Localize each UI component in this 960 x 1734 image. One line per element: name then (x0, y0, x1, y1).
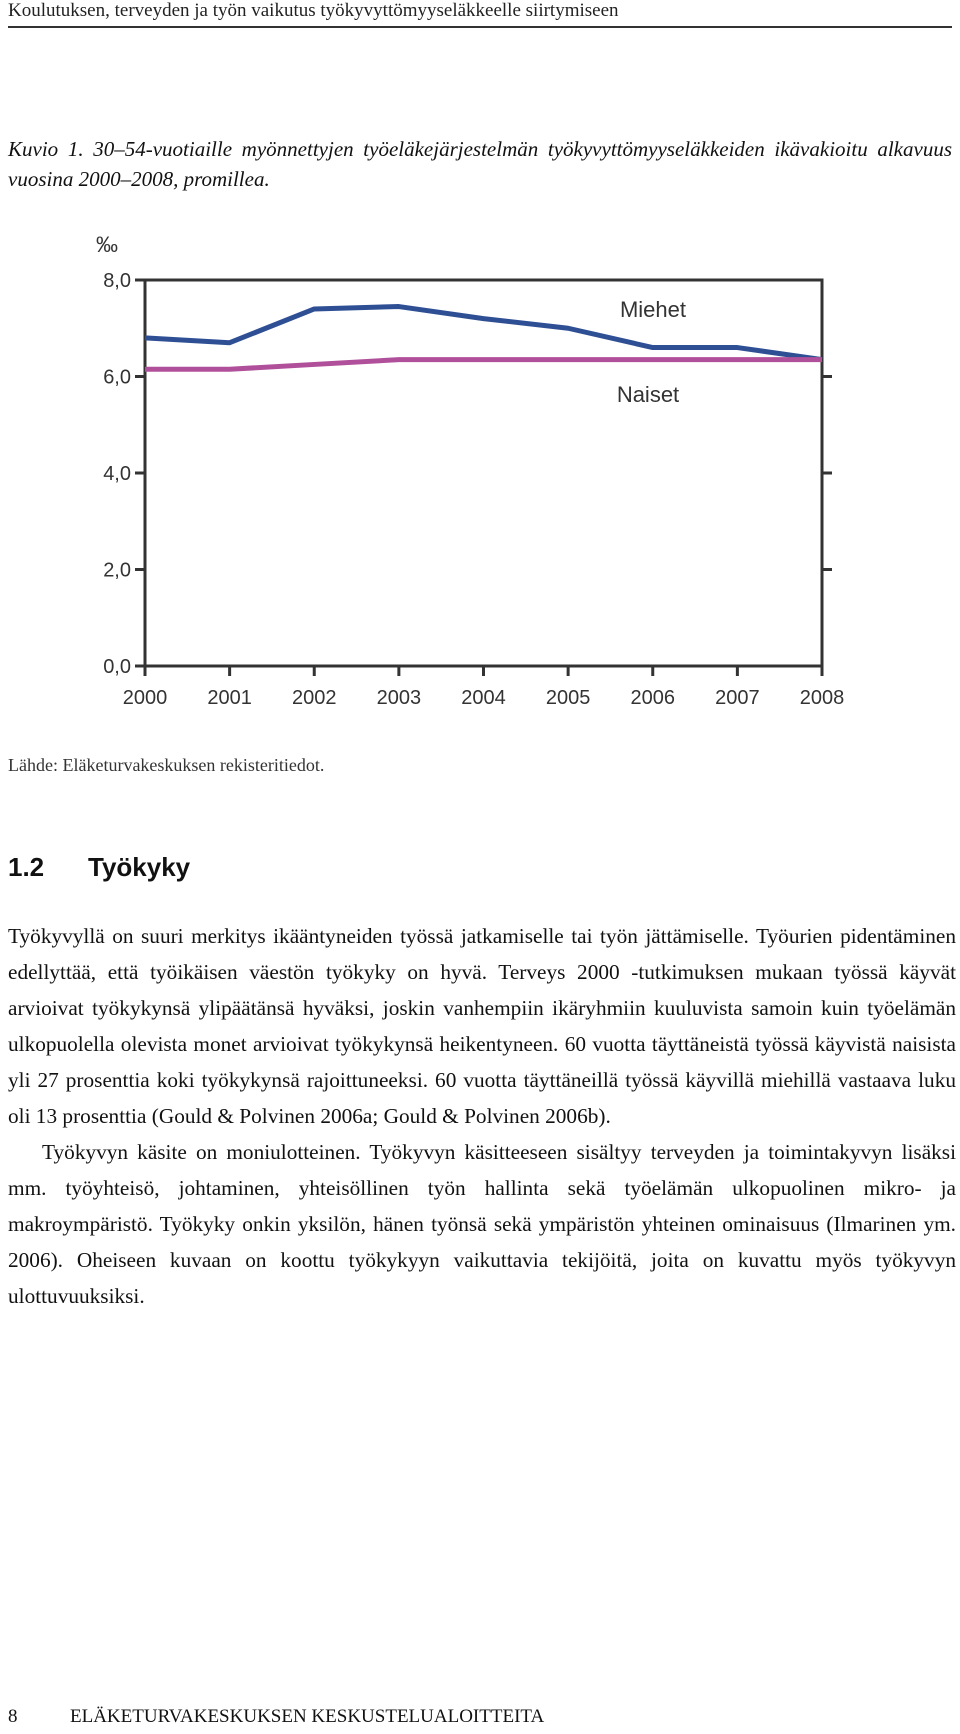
series-line (145, 360, 822, 370)
page-footer (8, 1706, 544, 1728)
running-title: Koulutuksen, terveyden ja työn vaikutus työkyvyttömyyseläkkeelle siirtymiseen (8, 0, 619, 21)
running-header (8, 0, 952, 28)
body-text (8, 918, 956, 1314)
x-tick-label: 2002 (292, 687, 337, 709)
series-label: Miehet (619, 297, 687, 322)
section-title: Työkyky (88, 852, 191, 882)
x-tick-label: 2004 (461, 687, 506, 709)
x-tick-label: 2006 (630, 687, 675, 709)
y-tick-label: 2,0 (103, 559, 131, 582)
y-tick-label: 4,0 (103, 463, 131, 485)
x-tick-label: 2001 (207, 687, 252, 709)
section-heading (8, 852, 190, 882)
section-number: 1.2 (8, 852, 45, 882)
y-tick-label: 6,0 (103, 366, 131, 389)
x-tick-label: 2005 (545, 687, 591, 709)
y-tick-label: 8,0 (103, 270, 131, 292)
paragraph: Työkyvyllä on suuri merkitys ikääntyneiden työssä jatkamiselle tai työn jättämiselle. Työurien pidentäminen edellyttää, että työikäisen väestön työkyky on hyvä. Terveys 2000 -tutkimuksen mukaan työssä käyvät arvioivat työkykynsä ylipäätänsä hyväksi, joskin vanhempiin ikäryhmiin kuuluvista samoin kuin työelämän ulkopuolella olevista monet arvioivat työkykynsä heikentyneen. 60 vuotta täyttäneistä työssä käyvistä naisista yli 27 prosenttia koki työkykynsä rajoittuneeksi. 60 vuotta täyttäneillä työssä käyvillä miehillä vastaava luku oli 13 prosenttia (Gould & Polvinen 2006a; Gould & Polvinen 2006b). (8, 924, 956, 1128)
series-line (145, 307, 822, 360)
line-chart (0, 200, 960, 720)
series-label: Naiset (616, 382, 680, 407)
source-note: Lähde: Eläketurvakeskuksen rekisteritiedot. (8, 755, 325, 775)
y-tick-label: 0,0 (103, 656, 131, 678)
x-tick-label: 2007 (715, 687, 760, 709)
publication-name: ELÄKETURVAKESKUKSEN KESKUSTELUALOITTEITA (70, 1706, 545, 1727)
paragraph: Työkyvyn käsite on moniulotteinen. Työkyvyn käsitteeseen sisältyy terveyden ja toimintakyvyn lisäksi mm. työyhteisö, johtaminen, yhteisöllinen työn hallinta sekä työelämän ulkopuolinen mikro- ja makroympäristö. Työkyky onkin yksilön, hänen työnsä sekä ympäristön yhteinen ominaisuus (Ilmarinen ym. 2006). Oheiseen kuvaan on koottu työkykyyn vaikuttavia tekijöitä, joita on kuvattu myös työkyvyn ulottuvuuksiksi. (8, 1140, 956, 1308)
figure-caption: Kuvio 1. 30–54-vuotiaille myönnettyjen työeläkejärjestelmän työkyvyttömyyseläkkeiden ikävakioitu alkavuus vuosina 2000–2008, promillea. (8, 137, 952, 191)
x-tick-label: 2003 (376, 687, 422, 709)
page-number: 8 (8, 1706, 18, 1727)
x-tick-label: 2000 (122, 687, 168, 709)
x-tick-label: 2008 (799, 687, 845, 709)
y-axis-unit: ‰ (96, 232, 118, 257)
